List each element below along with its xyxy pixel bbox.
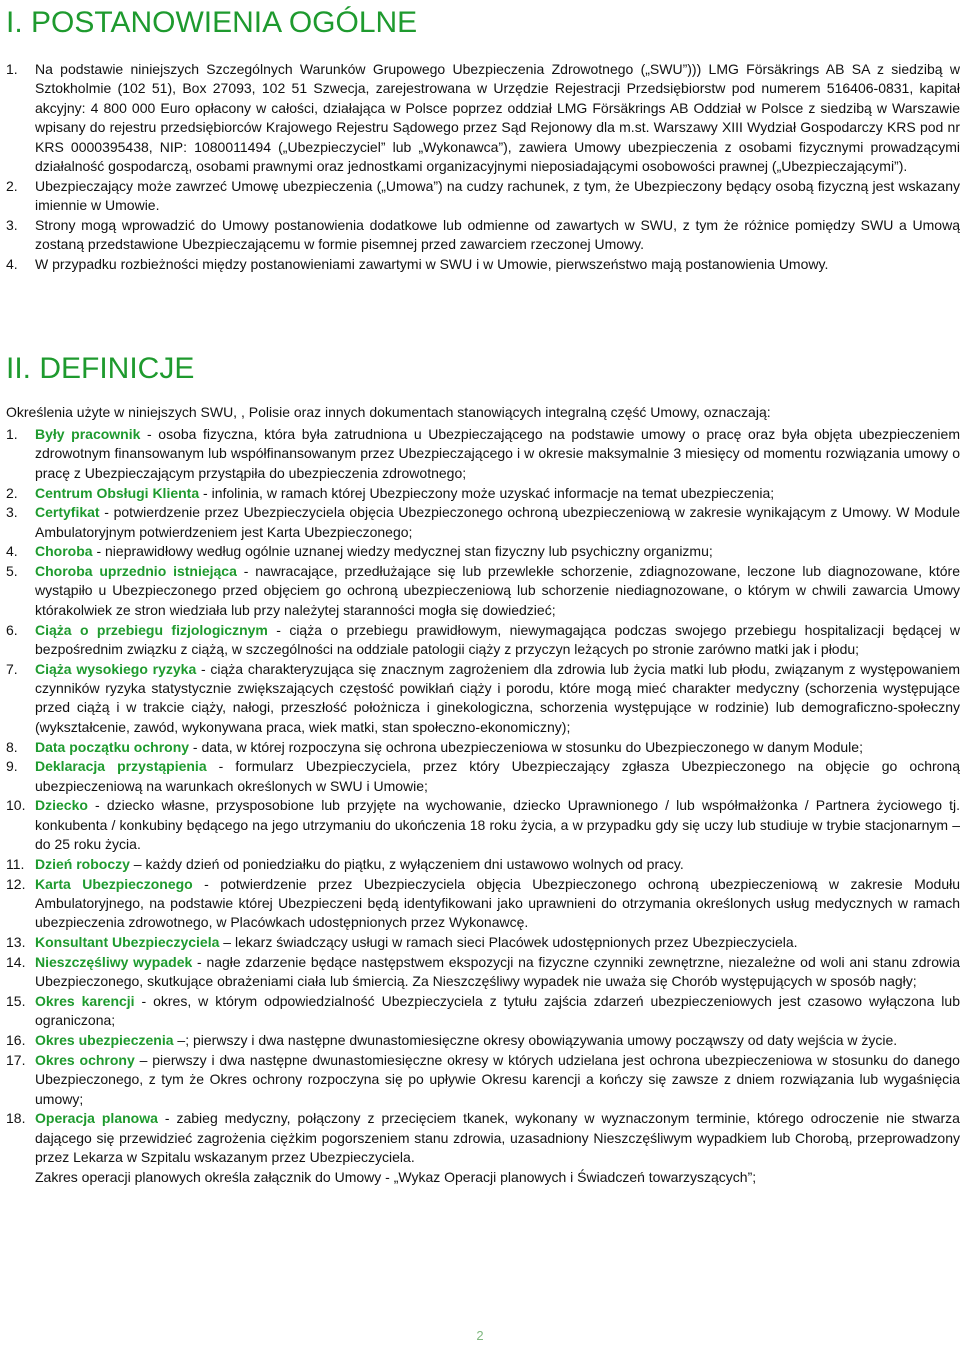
definitions-intro: Określenia użyte w niniejszych SWU, , Polisie oraz innych dokumentach stanowiących integralną część Umowy, oznaczają: bbox=[6, 404, 771, 420]
definition-text: lekarz świadczący usługi w ramach sieci Placówek udostępnionych przez Ubezpieczyciela. bbox=[234, 934, 798, 951]
definition-separator: - bbox=[157, 1110, 177, 1127]
definition-term: Centrum Obsługi Klienta bbox=[35, 484, 200, 501]
list-item bbox=[6, 875, 960, 933]
list-item bbox=[6, 1051, 960, 1109]
item-number: 7. bbox=[6, 660, 18, 677]
definition-text: okres, w którym odpowiedzialność Ubezpieczyciela z tytułu zajścia zdarzeń ubezpieczeniowych jest czasowo wyłączona lub ograniczona; bbox=[35, 992, 960, 1029]
list-item bbox=[6, 757, 960, 796]
list-item bbox=[6, 177, 960, 216]
definition-term: Ciąża wysokiego ryzyka bbox=[35, 660, 197, 677]
definition-text: potwierdzenie przez Ubezpieczyciela objęcia Ubezpieczonego ochroną ubezpieczeniową w zakresie wynikającym z Umowy. W Module Ambulatoryjnym potwierdzeniem jest Karta Ubezpieczonego; bbox=[35, 504, 960, 540]
section-title-general-provisions: I. POSTANOWIENIA OGÓLNE bbox=[6, 6, 418, 39]
definition-text: infolinia, w ramach której Ubezpieczony może uzyskać informacje na temat ubezpieczenia; bbox=[211, 484, 775, 501]
definition-separator: - bbox=[134, 992, 154, 1009]
provision-text: W przypadku rozbieżności między postanowieniami zawartymi w SWU i w Umowie, pierwszeństwo mają postanowienia Umowy. bbox=[35, 255, 829, 272]
list-item bbox=[6, 933, 960, 952]
item-number: 4. bbox=[6, 255, 18, 272]
definition-text: nawracające, przedłużające się lub przewlekłe schorzenie, zdiagnozowane, leczone lub diagnozowane, które wystąpiło u Ubezpieczonego przed objęciem go ochroną ubezpieczeniową lub schorzenie niediagnozowane, o którym w chwili zawarcia Umowy którakolwiek ze stron wiedziała lub przy należytej staranności mogła się dowiedzieć; bbox=[35, 563, 960, 618]
definition-term: Dziecko bbox=[35, 797, 88, 814]
item-number: 4. bbox=[6, 543, 18, 560]
list-item bbox=[6, 1109, 960, 1167]
list-item bbox=[6, 255, 960, 274]
definition-text: własne, przysposobione lub przyjęte na wychowanie, dziecko Uprawnionego / lub współmałżonka / Partnera życiowego tj. konkubenta / konkubiny będącego na jego utrzymaniu do ukończenia 18 roku życia, a w przypadku gdy się uczy lub studiuje w trybie stacjonarnym – do 25 roku życia. bbox=[35, 797, 960, 853]
definition-term: Karta Ubezpieczonego bbox=[35, 875, 193, 892]
definition-term: Nieszczęśliwy wypadek bbox=[35, 953, 193, 970]
item-number: 2. bbox=[6, 177, 18, 194]
list-item bbox=[6, 542, 960, 561]
definition-text: data, w której rozpoczyna się ochrona ubezpieczeniowa w stosunku do Ubezpieczonego w danym Module; bbox=[201, 738, 863, 755]
item-number: 15. bbox=[6, 992, 26, 1009]
definition-term: Dzień roboczy bbox=[35, 855, 130, 872]
definition-separator: - bbox=[192, 875, 221, 892]
definition-text: pierwszy i dwa następne dwunastomiesięczne okresy obowiązywania umowy począwszy od daty wejścia w życie. bbox=[192, 1032, 898, 1049]
item-number: 3. bbox=[6, 216, 18, 233]
section-title-definitions: II. DEFINICJE bbox=[6, 352, 195, 385]
definition-separator: - bbox=[196, 660, 211, 677]
item-number: 6. bbox=[6, 621, 18, 638]
list-item bbox=[6, 1031, 960, 1050]
definition-separator: - bbox=[236, 563, 256, 580]
definition-separator: - bbox=[140, 426, 159, 442]
item-number: 5. bbox=[6, 563, 18, 580]
definition-text: każdy dzień od poniedziałku do piątku, z wyłączeniem dni ustawowo wolnych od pracy. bbox=[145, 855, 684, 872]
item-number: 17. bbox=[6, 1051, 26, 1068]
definition-separator: – bbox=[129, 855, 146, 872]
list-item bbox=[6, 621, 960, 660]
definition-term: Choroba uprzednio istniejąca bbox=[35, 563, 237, 580]
list-item bbox=[6, 425, 960, 483]
list-item bbox=[6, 503, 960, 542]
provision-text: Ubezpieczający może zawrzeć Umowę ubezpieczenia („Umowa”) na cudzy rachunek, z tym, że Ubezpieczony będący osobą fizyczną jest wskazany imiennie w Umowie. bbox=[35, 177, 960, 214]
definition-term: Data początku ochrony bbox=[35, 738, 190, 755]
list-item bbox=[6, 855, 960, 874]
definition-separator: - bbox=[99, 504, 114, 521]
list-item bbox=[6, 738, 960, 757]
list-item bbox=[6, 562, 960, 620]
definition-text: ciąża o przebiegu prawidłowym, niewymagająca podczas swojego przebiegu hospitalizacji będącej w bezpośrednim związku z ciążą, w szczególności na oddziale patologii ciąży z przyczyn leżących po stronie zarówno matki jak i płodu; bbox=[35, 621, 960, 657]
item-number: 9. bbox=[6, 758, 18, 775]
definition-separator: – bbox=[134, 1051, 153, 1068]
definition-term: Choroba bbox=[35, 543, 93, 560]
item-number: 16. bbox=[6, 1032, 26, 1049]
item-number: 2. bbox=[6, 484, 18, 501]
definition-separator: – bbox=[219, 934, 235, 951]
item-number: 13. bbox=[6, 934, 26, 951]
definition-term: Okres ubezpieczenia bbox=[35, 1032, 174, 1049]
page-number: 2 bbox=[476, 1328, 484, 1343]
provision-text: Strony mogą wprowadzić do Umowy postanowienia dodatkowe lub odmienne od zawartych w SWU, z tym że różnice pomiędzy SWU a Umową zostaną przedstawione Ubezpieczającemu w formie pisemnej przed zawarciem rzeczonej Umowy. bbox=[35, 216, 960, 253]
list-item bbox=[6, 660, 960, 738]
list-item bbox=[6, 796, 960, 854]
definition-term: Ciąża o przebiegu fizjologicznym bbox=[35, 621, 268, 638]
definition-term: Operacja planowa bbox=[35, 1110, 158, 1127]
item-number: 18. bbox=[6, 1110, 26, 1127]
definition-separator: - bbox=[189, 738, 202, 755]
definition-separator: - bbox=[206, 758, 236, 775]
definition-text: ciąża charakteryzująca się znacznym zagrożeniem dla zdrowia lub życia matki lub płodu, związanym z występowaniem czynników ryzyka statystycznie zwiększających częstość powikłań ciąży i porodu, które mogą mieć charakter medyczny (schorzenia występujące przed ciążą i w trakcie ciąży, nałogi, przeszłość położnicza i ginekologiczna, schorzenia występujące w rodzinie) lub demograficzno-społeczny (wykształcenie, zawód, wykonywana praca, wiek matki, stan społeczno-ekonomiczny); bbox=[35, 660, 960, 735]
definition-term: Certyfikat bbox=[35, 504, 100, 521]
item-number: 1. bbox=[6, 61, 18, 77]
item-number: 14. bbox=[6, 953, 26, 970]
definition-text: formularz Ubezpieczyciela, przez który Ubezpieczający zgłasza Ubezpieczonego na objęcie go ochroną ubezpieczeniową na warunkach określonych w SWU i Umowie; bbox=[35, 758, 960, 794]
definition-term: Konsultant Ubezpieczyciela bbox=[35, 934, 220, 951]
definition-term: Okres ochrony bbox=[35, 1051, 135, 1068]
definition-separator: - bbox=[92, 543, 106, 560]
general-provisions-list bbox=[6, 60, 960, 275]
definition-separator: –; bbox=[173, 1032, 193, 1049]
list-item bbox=[6, 60, 960, 176]
list-item bbox=[6, 992, 960, 1031]
planned-operations-note: Zakres operacji planowych określa załącznik do Umowy - „Wykaz Operacji planowych i Świadczeń towarzyszących”; bbox=[35, 1168, 757, 1185]
definition-separator: - dziecko bbox=[87, 797, 162, 814]
definition-text: nieprawidłowy według ogólnie uznanej wiedzy medycznej stan fizyczny lub psychiczny organizmu; bbox=[105, 543, 713, 560]
definition-text: zabieg medyczny, połączony z przecięciem tkanek, wykonany w wyznaczonym terminie, którego odroczenie nie stwarza dającego się przewidzieć zagrożenia ciężkim pogorszeniem stanu zdrowia, uzasadniony Nieszczęśliwym wypadkiem lub Chorobą, przeprowadzony przez Lekarza w Szpitalu wskazanym przez Ubezpieczyciela. bbox=[35, 1110, 960, 1166]
definition-term: Okres karencji bbox=[35, 992, 135, 1009]
definition-separator: - bbox=[192, 953, 207, 970]
definitions-list bbox=[6, 425, 960, 1187]
definition-separator: - bbox=[267, 621, 290, 638]
list-item bbox=[6, 216, 960, 255]
definition-term: Były pracownik bbox=[35, 426, 141, 442]
item-number: 12. bbox=[6, 875, 26, 892]
item-number: 3. bbox=[6, 504, 18, 521]
item-number: 10. bbox=[6, 797, 26, 814]
list-item bbox=[6, 953, 960, 992]
definition-text: potwierdzenie przez Ubezpieczyciela objęcia Ubezpieczonego ochroną ubezpieczeniową w zakresie Modułu Ambulatoryjnego, na podstawie której Ubezpieczeni będą identyfikowani jako uprawnieni do otrzymania określonych usług medycznych w ramach ubezpieczenia zdrowotnego, w Placówkach udostępnionych przez Wykonawcę. bbox=[35, 875, 960, 931]
item-number: 1. bbox=[6, 426, 18, 442]
item-number: 11. bbox=[6, 855, 25, 872]
definition-text: osoba fizyczna, która była zatrudniona u Ubezpieczającego na podstawie umowy o pracę oraz była objęta ubezpieczeniem zdrowotnym finansowanym lub współfinansowanym przez Ubezpieczającego i w okresie maksymalnie 3 miesięcy od momentu rozwiązania umowy o pracę z Ubezpieczającym przystąpiła do ubezpieczenia zdrowotnego; bbox=[35, 426, 960, 481]
definition-text: pierwszy i dwa następne dwunastomiesięczne okresy w których udzielana jest ochrona ubezpieczeniowa w stosunku do danego Ubezpieczonego, z tym że Okres ochrony rozpoczyna się po upływie Okresu karencji a kończy się zawsze z dniem rozwiązania lub wygaśnięcia umowy; bbox=[35, 1051, 960, 1107]
definition-separator: - bbox=[199, 484, 212, 501]
definition-text: nagłe zdarzenie będące następstwem ekspozycji na fizyczne czynniki zewnętrzne, niezależne od woli ani stanu zdrowia Ubezpieczonego, skutkujące obrażeniami ciała lub śmiercią. Za Nieszczęśliwy wypadek nie uważa się Chorób występujących w sposób nagły; bbox=[35, 953, 960, 990]
item-number: 8. bbox=[6, 738, 18, 755]
list-item bbox=[6, 484, 960, 503]
definition-term: Deklaracja przystąpienia bbox=[35, 758, 207, 775]
provision-text: Na podstawie niniejszych Szczególnych Warunków Grupowego Ubezpieczenia Zdrowotnego („SWU”))) LMG Försäkrings AB SA z siedzibą w Sztokholmie (102 51), Box 27093, 102 51 Szwecja, zarejestrowana w Urzędzie Rejestracji Przedsiębiorstw pod numerem 516406-0831, kapitał akcyjny: 4 800 000 Euro opłacony w całości, działająca w Polsce poprzez oddział LMG Försäkrings AB Oddział w Polsce z siedzibą w Warszawie wpisany do rejestru przedsiębiorców Krajowego Rejestru Sądowego przez Sąd Rejonowy dla m.st. Warszawy XIII Wydział Gospodarczy KRS pod nr KRS 0000395438, NIP: 1080011494 („Ubezpieczyciel” lub „Wykonawca”), zawiera Umowy ubezpieczenia z osobami fizycznymi prowadzącymi działalność gospodarczą, osobami prawnymi oraz jednostkami organizacyjnymi nieposiadającymi osobowości prawnej („Ubezpieczającymi”). bbox=[35, 61, 960, 175]
